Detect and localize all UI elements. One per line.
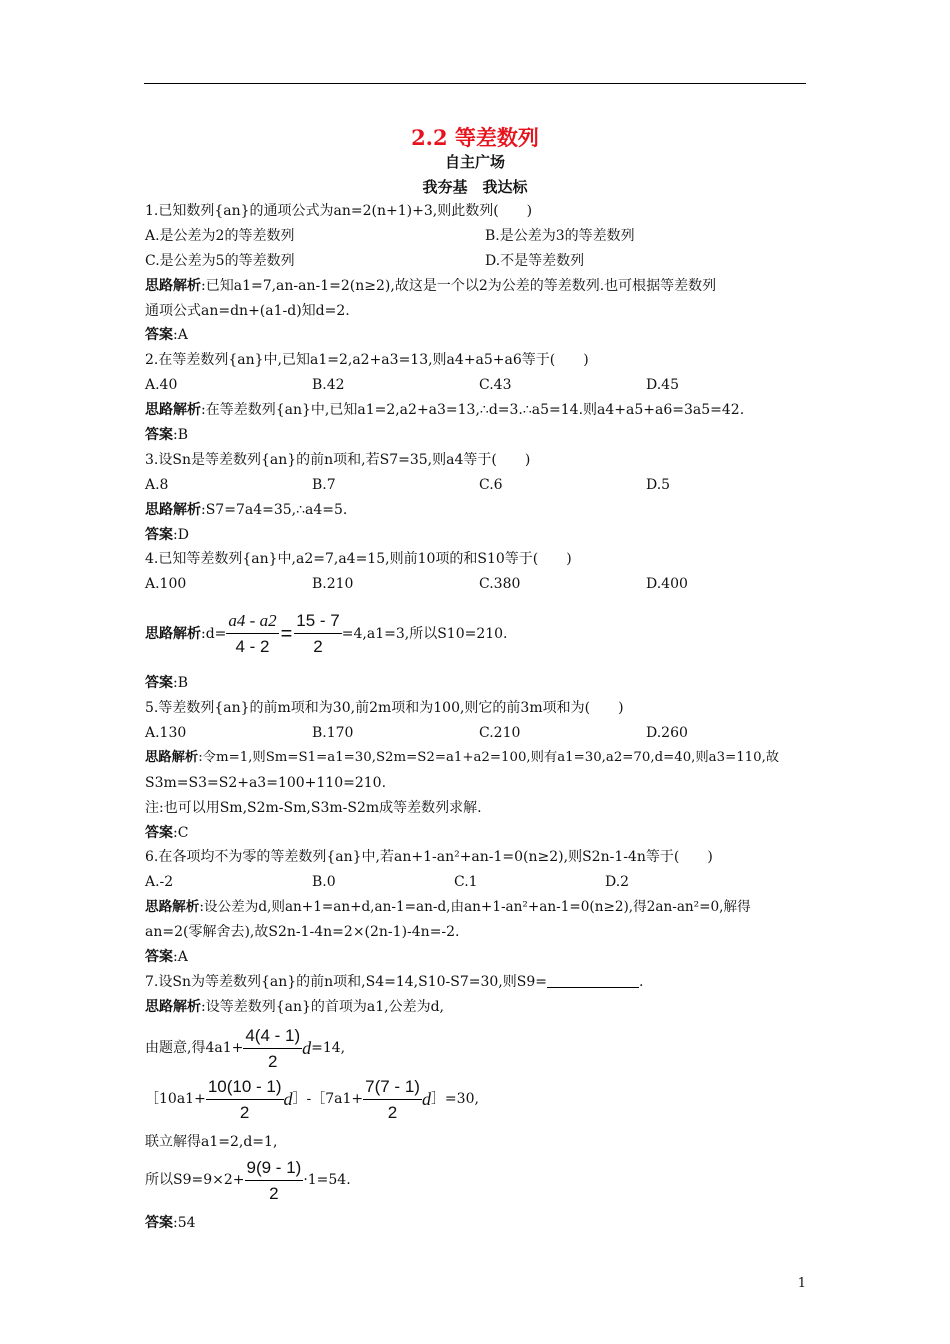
q2-option-b: B.42 bbox=[312, 377, 345, 394]
q4-answer: :B bbox=[173, 675, 189, 692]
q7-eq2-denominator-1: 2 bbox=[239, 1102, 250, 1122]
q6-option-a: A.-2 bbox=[145, 874, 174, 891]
q7-answer: :54 bbox=[173, 1214, 196, 1231]
q7-result-fraction bbox=[245, 1158, 304, 1204]
q2-stem: 2.在等差数列{an}中,已知a1=2,a2+a3=13,则a4+a5+a6等于( ) bbox=[145, 352, 589, 369]
q1-option-b: B.是公差为3的等差数列 bbox=[485, 227, 635, 244]
q3-option-a: A.8 bbox=[145, 476, 169, 493]
q7-result-denominator: 2 bbox=[269, 1183, 279, 1203]
q4-analysis bbox=[145, 597, 809, 671]
q4-option-d: D.400 bbox=[646, 576, 688, 593]
q7-result-prefix: 所以S9=9×2+ bbox=[145, 1172, 245, 1189]
q2-analysis: :在等差数列{an}中,已知a1=2,a2+a3=13,∴d=3.∴a5=14.则a4+a5+a6=3a5=42. bbox=[201, 402, 745, 419]
q2-analysis-label: 思路解析 bbox=[145, 402, 201, 419]
q6-analysis-label: 思路解析 bbox=[145, 899, 200, 916]
header-rule bbox=[144, 83, 806, 84]
q7-eq1-prefix: 由题意,得4a1+ bbox=[145, 1040, 244, 1057]
q4-fraction-2-denominator: 2 bbox=[313, 637, 323, 657]
q7-eq2-denominator-2: 2 bbox=[387, 1102, 398, 1122]
q4-fraction-2-numerator: 15 - 7 bbox=[294, 611, 341, 634]
q3-option-c: C.6 bbox=[479, 476, 503, 493]
q4-answer-label: 答案 bbox=[145, 675, 173, 692]
q1-options bbox=[145, 224, 809, 249]
q6-analysis-1: :设公差为d,则an+1=an+d,an-1=an-d,由an+1-an²+an-1=0(n≥2),得2an-an²=0,解得 bbox=[199, 899, 751, 916]
q5-option-b: B.170 bbox=[312, 725, 354, 742]
q4-stem: 4.已知等差数列{an}中,a2=7,a4=15,则前10项的和S10等于( ) bbox=[145, 551, 572, 568]
q2-option-a: A.40 bbox=[145, 377, 178, 394]
q7-eq2-part-c: ］=30, bbox=[430, 1091, 479, 1108]
content: 1.已知数列{an}的通项公式为an=2(n+1)+3,则此数列( ) A.是公差为2的等差数列 B.是公差为3的等差数列 C.是公差为5的等差数列 D.不是等差数列 思路解析:已知a1=7,an-an-1=2(n≥2),故这是一个以2为公差的等差数列.也可根据等差数列 通项公式an=dn+(a1-d)知d=2. 答案:A 2.在等差数列{an}中,已知a1=2,a2+a3=13,则a4+a5+a6等于( ) A.40 B.42 C.43 D.45 思路解析:在等差数列{an}中,已知a1=2,a2+a3=13,∴d=3.∴a5=14.则a4+a5+a6=3a5=42. 答案:B 3.设Sn是等差数列{an}的前n项和,若S7=35,则a4等于( ) A.8 B.7 C.6 D.5 思路解析:S7=7a4=35,∴a4=5. 答案:D 4.已知等差数列{an}中,a2=7,a4=15,则前10项的和S10等于( ) A.100 B.210 C.380 D.400 思路解析 :d= $\frac{a4 - a2}{4 - 2}$ = $\frac{15 - 7}{2}$ =4,a1=3,所以S10=210. 答案:B 5.等差数列{an}的前m项和为30,前2m项和为100,则它的前3m项和为( ) A.130 B.170 C.210 D.260 思路解析:令m=1,则Sm=S1=a1=30,S2m=S2=a1+a2=100,则有a1=30,a2=70,d=40,则a3=110,故 S3m=S3=S2+a3=100+110=210. 注:也可以用Sm,S2m-Sm,S3m-S2m成等差数列求解. 答案:C 6.在各项均不为零的等差数列{an}中,若an+1-an²+an-1=0(n≥2),则S2n-1-4n等于( ) A.-2 B.0 C.1 D.2 思路解析:设公差为d,则an+1=an+d,an-1=an-d,由an+1-an²+an-1=0(n≥2),得2an-an²=0,解得 an=2(零解舍去),故S2n-1-4n=2×(2n-1)-4n=-2. 答案:A 7.设Sn为等差数列{an}的前n项和,S4=14,S10-S7=30,则S9= . 思路解析:设等差数列{an}的首项为a1,公差为d, 由题意,得4a1+ $\frac{4(4 - 1)}{2}$ d =14, ［10a1+ $\frac{10(10 - 1)}{2}$ d ］-［7a1+ $\frac{7(7 - 1)}{2}$ d ］=30, 联立解得a1=2,d=1, 所以S9=9×2+ $\frac{9(9 - 1)}{2}$ ·1=54. 答案:54 bbox=[145, 199, 809, 1236]
q7-eq2-part-b: ］-［7a1+ bbox=[292, 1091, 364, 1108]
q6-answer: :A bbox=[173, 949, 188, 966]
q4-fraction-1-numerator: a4 - a2 bbox=[226, 611, 278, 634]
q1-option-a: A.是公差为2的等差数列 bbox=[145, 227, 295, 244]
q7-result-numerator: 9(9 - 1) bbox=[245, 1158, 304, 1181]
q7-result bbox=[145, 1155, 809, 1207]
page-number: 1 bbox=[797, 1276, 806, 1291]
q7-stem: 7.设Sn为等差数列{an}的前n项和,S4=14,S10-S7=30,则S9= bbox=[145, 973, 547, 990]
q7-eq2-fraction-2 bbox=[363, 1077, 422, 1123]
q3-stem: 3.设Sn是等差数列{an}的前n项和,若S7=35,则a4等于( ) bbox=[145, 451, 531, 468]
equals-sign: = bbox=[280, 622, 293, 645]
q3-answer: :D bbox=[173, 526, 189, 543]
q6-option-d: D.2 bbox=[605, 874, 630, 891]
q6-answer-label: 答案 bbox=[145, 949, 173, 966]
q7-eq1-fraction bbox=[243, 1026, 302, 1072]
q4-fraction-2 bbox=[294, 611, 341, 657]
q4-analysis-label: 思路解析 bbox=[145, 625, 201, 642]
q7-equation-1 bbox=[145, 1024, 809, 1074]
q1-analysis-2: 通项公式an=dn+(a1-d)知d=2. bbox=[145, 302, 350, 319]
q7-eq1-denominator: 2 bbox=[268, 1051, 278, 1071]
q1-option-d: D.不是等差数列 bbox=[485, 252, 585, 269]
q5-answer-label: 答案 bbox=[145, 824, 173, 841]
q4-option-b: B.210 bbox=[312, 576, 354, 593]
q6-option-b: B.0 bbox=[312, 874, 336, 891]
q6-analysis-2: an=2(零解舍去),故S2n-1-4n=2×(2n-1)-4n=-2. bbox=[145, 924, 460, 941]
q2-options bbox=[145, 373, 809, 398]
q5-note: 注:也可以用Sm,S2m-Sm,S3m-S2m成等差数列求解. bbox=[145, 799, 482, 816]
q1-analysis-1: :已知a1=7,an-an-1=2(n≥2),故这是一个以2为公差的等差数列.也可根据等差数列 bbox=[201, 277, 717, 294]
q7-eq2-part-a: ［10a1+ bbox=[145, 1091, 206, 1108]
q1-option-c: C.是公差为5的等差数列 bbox=[145, 252, 295, 269]
q5-analysis-1: :令m=1,则Sm=S1=a1=30,S2m=S2=a1+a2=100,则有a1=30,a2=70,d=40,则a3=110,故 bbox=[198, 749, 780, 765]
q7-eq2-numerator-2: 7(7 - 1) bbox=[363, 1077, 422, 1100]
q4-option-c: C.380 bbox=[479, 576, 521, 593]
q7-answer-blank bbox=[547, 973, 639, 988]
q3-analysis: :S7=7a4=35,∴a4=5. bbox=[201, 501, 348, 518]
q5-stem: 5.等差数列{an}的前m项和为30,前2m项和为100,则它的前3m项和为( ) bbox=[145, 700, 624, 717]
q1-answer: :A bbox=[173, 327, 188, 344]
q4-option-a: A.100 bbox=[145, 576, 187, 593]
q7-eq1-numerator: 4(4 - 1) bbox=[243, 1026, 302, 1049]
q3-options bbox=[145, 473, 809, 498]
q1-answer-label: 答案 bbox=[145, 327, 173, 344]
q2-answer: :B bbox=[173, 427, 189, 444]
q3-option-b: B.7 bbox=[312, 476, 336, 493]
q5-option-d: D.260 bbox=[646, 725, 688, 742]
q7-answer-label: 答案 bbox=[145, 1214, 173, 1231]
q1-stem: 1.已知数列{an}的通项公式为an=2(n+1)+3,则此数列( ) bbox=[145, 203, 533, 219]
q7-eq2-fraction-1 bbox=[206, 1077, 284, 1123]
q7-solve: 联立解得a1=2,d=1, bbox=[145, 1133, 278, 1150]
section-title: 自主广场 bbox=[444, 153, 505, 171]
q2-option-c: C.43 bbox=[479, 377, 512, 394]
subsection-title: 我夯基 我达标 bbox=[422, 178, 528, 196]
q5-answer: :C bbox=[173, 824, 189, 841]
q7-eq1-suffix: =14, bbox=[311, 1040, 346, 1057]
q6-options bbox=[145, 870, 809, 895]
q3-answer-label: 答案 bbox=[145, 526, 173, 543]
q4-fraction-1-denominator: 4 - 2 bbox=[235, 637, 270, 657]
q5-analysis-label: 思路解析 bbox=[145, 749, 199, 765]
q4-options bbox=[145, 572, 809, 597]
q7-eq2-numerator-1: 10(10 - 1) bbox=[206, 1077, 284, 1100]
q7-analysis: :设等差数列{an}的首项为a1,公差为d, bbox=[201, 998, 445, 1015]
q3-option-d: D.5 bbox=[646, 476, 671, 493]
q5-option-c: C.210 bbox=[479, 725, 521, 742]
q4-fraction-1 bbox=[226, 611, 278, 657]
q6-stem: 6.在各项均不为零的等差数列{an}中,若an+1-an²+an-1=0(n≥2),则S2n-1-4n等于( ) bbox=[145, 849, 713, 866]
q2-option-d: D.45 bbox=[646, 377, 679, 394]
q5-analysis-2: S3m=S3=S2+a3=100+110=210. bbox=[145, 774, 387, 791]
q6-option-c: C.1 bbox=[454, 874, 478, 891]
q5-option-a: A.130 bbox=[145, 725, 187, 742]
q7-equation-2 bbox=[145, 1074, 809, 1126]
variable-d: d bbox=[302, 1038, 312, 1059]
q3-analysis-label: 思路解析 bbox=[145, 501, 201, 518]
q4-analysis-prefix: :d= bbox=[201, 625, 227, 642]
q7-analysis-label: 思路解析 bbox=[145, 998, 201, 1015]
variable-d: d bbox=[283, 1089, 293, 1110]
q5-options bbox=[145, 721, 809, 746]
q1-options-2 bbox=[145, 249, 809, 274]
q2-answer-label: 答案 bbox=[145, 427, 173, 444]
q4-analysis-suffix: =4,a1=3,所以S10=210. bbox=[341, 625, 508, 642]
q7-result-suffix: ·1=54. bbox=[303, 1172, 351, 1189]
page-title: 2.2 等差数列 bbox=[411, 125, 539, 150]
q1-analysis-label: 思路解析 bbox=[145, 277, 201, 294]
variable-d: d bbox=[421, 1089, 431, 1110]
